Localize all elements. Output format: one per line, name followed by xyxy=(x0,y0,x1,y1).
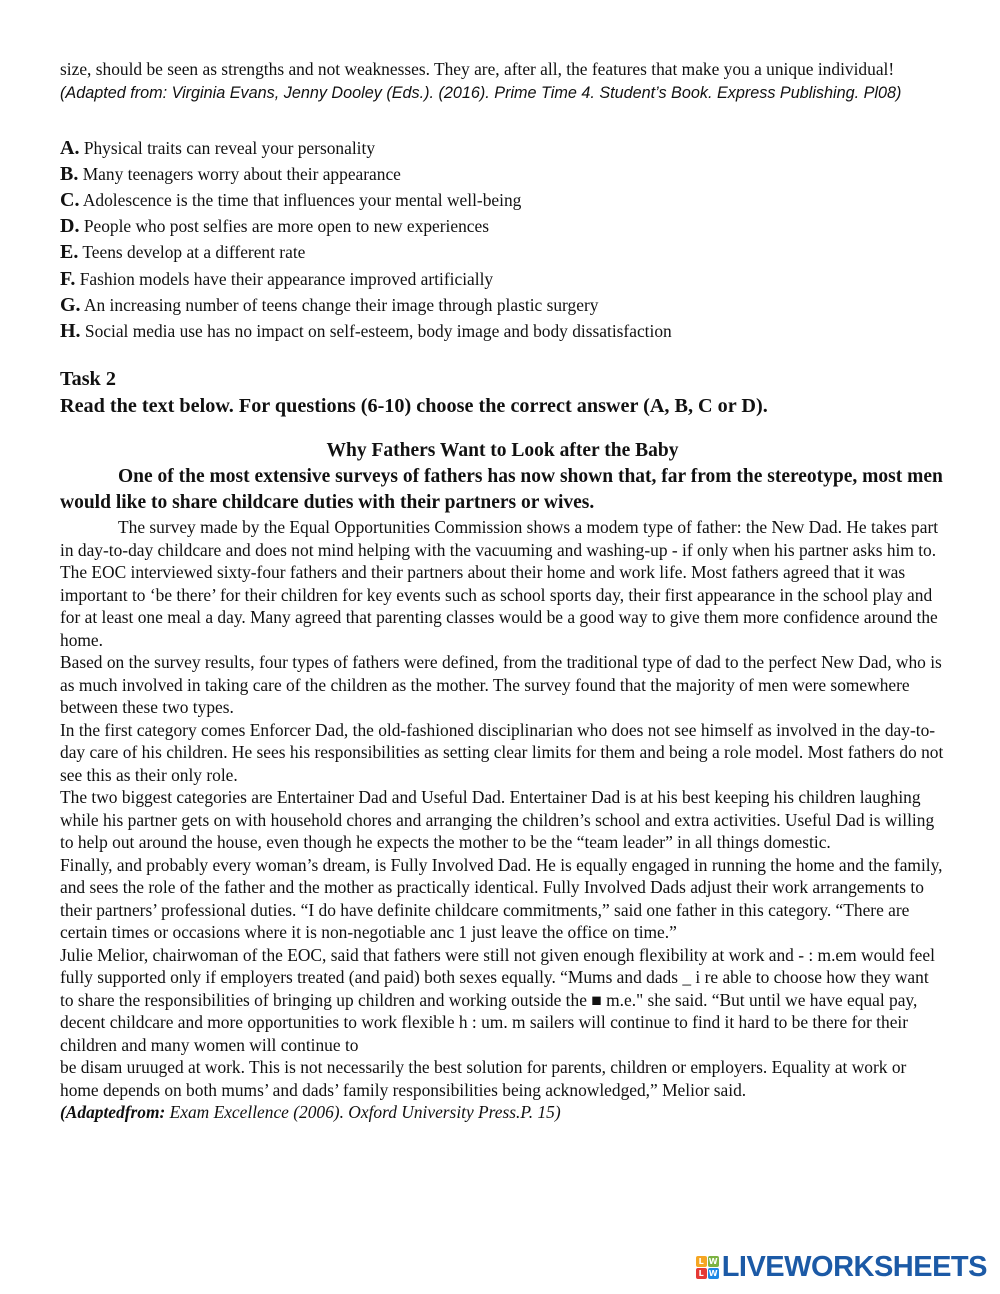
article-source: (Adaptedfrom: Exam Excellence (2006). Oxford University Press.P. 15) xyxy=(60,1102,561,1123)
option-a: A. Physical traits can reveal your personality xyxy=(60,136,376,159)
option-b: B. Many teenagers worry about their appearance xyxy=(60,162,401,185)
article-paragraph: The two biggest categories are Entertainer Dad and Useful Dad. Entertainer Dad is at his best keeping his children laughing while his partner gets on with household chores and arranging the children’s school and extra activities. Useful Dad is willing to help out around the house, even though he expects the mother to be the “team leader” in all things domestic. xyxy=(60,787,935,853)
option-g: G. An increasing number of teens change their image through plastic surgery xyxy=(60,293,599,316)
worksheet-page xyxy=(60,58,945,1124)
task2-instruction: Read the text below. For questions (6-10) choose the correct answer (A, B, C or D). xyxy=(60,395,768,418)
logo-mark-icon: L W L W xyxy=(696,1256,719,1279)
article-paragraph: be disam uruuged at work. This is not necessarily the best solution for parents, children or employers. Equality at work or home depends on both mums’ and dads’ family responsibilities being acknowledged,” Melior said. xyxy=(60,1057,907,1100)
option-h: H. Social media use has no impact on self-esteem, body image and body dissatisfaction xyxy=(60,319,672,342)
article-paragraph: Based on the survey results, four types of fathers were defined, from the traditional type of dad to the perfect New Dad, who is as much involved in taking care of the children as the mother. The survey found that the majority of men were somewhere between these two types. xyxy=(60,652,942,718)
intro-citation: (Adapted from: Virginia Evans, Jenny Dooley (Eds.). (2016). Prime Time 4. Student’s Book. Express Publishing. Pl08) xyxy=(60,83,902,102)
article-paragraph: Julie Melior, chairwoman of the EOC, said that fathers were still not given enough flexibility at work and - : m.em would feel fully supported only if employers treated (and paid) both sexes equally. “Mums and dads _ i re able to choose how they want to share the responsibilities of bringing up children and working outside the ■ m.e." she said. “But until we have equal pay, decent childcare and more opportunities to work flexible h : um. m sailers will continue to find it hard to be there for their children and many women will continue to xyxy=(60,944,935,1055)
heading-options-list xyxy=(60,135,945,345)
option-c: C. Adolescence is the time that influences your mental well-being xyxy=(60,188,522,211)
article-paragraph: Finally, and probably every woman’s dream, is Fully Involved Dad. He is equally engaged in running the home and the family, and sees the role of the father and the mother as practically identical. Fully Involved Dads adjust their work arrangements to their partners’ professional duties. “I do have definite childcare commitments,” said one father in this category. “There are certain times or occasions where it is non-negotiable anc 1 just leave the office on time.” xyxy=(60,854,943,943)
task2-heading: Task 2 xyxy=(60,368,116,391)
option-d: D. People who post selfies are more open to new experiences xyxy=(60,215,489,238)
article-lead: One of the most extensive surveys of fathers has now shown that, far from the stereotype, most men would like to share childcare duties with their partners or wives. xyxy=(60,466,943,514)
intro-continuation: size, should be seen as strengths and not weaknesses. They are, after all, the features that make you a unique individual! xyxy=(60,59,895,79)
logo-text: LIVEWORKSHEETS xyxy=(721,1251,987,1283)
liveworksheets-logo xyxy=(696,1251,987,1284)
article-title: Why Fathers Want to Look after the Baby xyxy=(326,440,679,462)
option-f: F. Fashion models have their appearance improved artificially xyxy=(60,267,494,290)
article-paragraph: The survey made by the Equal Opportunities Commission shows a modem type of father: the New Dad. He takes part in day-to-day childcare and does not mind helping with the vacuuming and washing-up - if only when his partner asks him to. The EOC interviewed sixty-four fathers and their partners about their home and work life. Most fathers agreed that it was important to ‘be there’ for their children for key events such as school sports day, their first appearance in the school play and for at least one meal a day. Many agreed that parenting classes would be a good way to give them more confidence around the home. xyxy=(60,517,939,650)
option-e: E. Teens develop at a different rate xyxy=(60,241,306,264)
article-paragraph: In the first category comes Enforcer Dad, the old-fashioned disciplinarian who does not see himself as involved in the day-to-day care of his children. He sees his responsibilities as setting clear limits for them and being a role model. Most fathers do not see this as their only role. xyxy=(60,719,944,785)
